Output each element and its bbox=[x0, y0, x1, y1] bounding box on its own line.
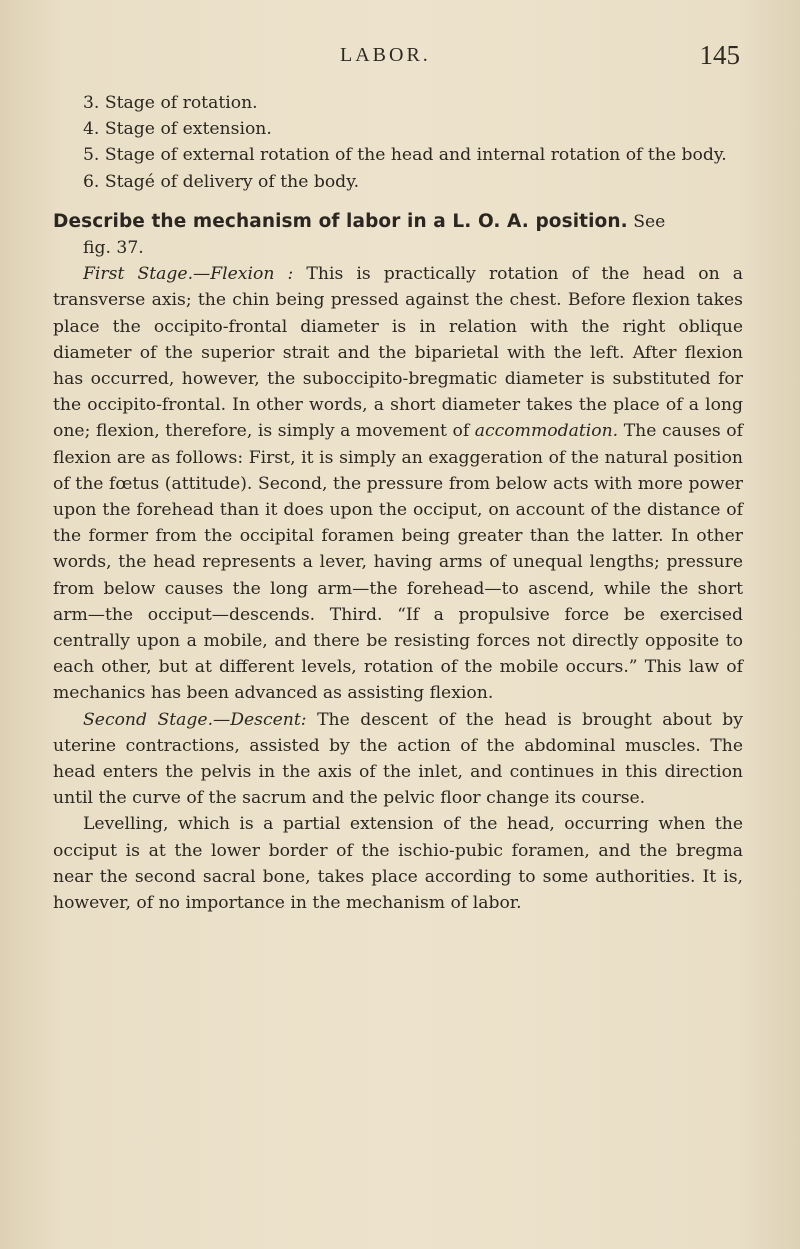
list-item bbox=[53, 169, 743, 195]
list-number: 5. bbox=[83, 145, 100, 166]
levelling-text: Levelling, which is a partial extension of the head, occurring when the occiput is at the lower border of the ischio-pubic foramen, and the bregma near the second sacral bone, takes place according to some authorities. It is, however, of no importance in the mechanism of labor. bbox=[53, 814, 743, 914]
levelling-paragraph bbox=[53, 811, 743, 916]
list-number: 4. bbox=[83, 119, 100, 140]
second-stage-text: The descent of the head is brought about by uterine contractions, assisted by the action of the abdominal muscles. The head enters the pelvis in the axis of the inlet, and continues in this direction until the curve of the sacrum and the pelvic floor change its course. bbox=[53, 709, 744, 809]
question-heading bbox=[53, 209, 743, 261]
list-item bbox=[53, 90, 743, 116]
second-stage-paragraph bbox=[53, 707, 743, 812]
running-head bbox=[40, 40, 740, 74]
list-item bbox=[53, 142, 743, 168]
list-text: Stage of rotation. bbox=[104, 93, 258, 113]
second-stage-label: Second Stage.—Descent: bbox=[83, 709, 307, 730]
list-text: Stagé of delivery of the body. bbox=[104, 171, 360, 192]
see-word: See bbox=[633, 211, 666, 232]
list-number: 6. bbox=[83, 171, 100, 192]
list-number: 3. bbox=[83, 93, 100, 113]
first-stage-italic-term: accommodation. bbox=[474, 421, 619, 442]
list-text: Stage of extension. bbox=[104, 119, 272, 140]
first-stage-paragraph bbox=[53, 261, 743, 706]
first-stage-text-b: The causes of flexion are as follows: First, it is simply an exaggeration of the natural position of the fœtus (attitude). Second, the pressure from below acts with more power upon the forehead than it does upon the occiput, on account of the distance of the former from the occipital foramen being greater than the latter. In other words, the head represents a lever, having arms of unequal lengths; pressure from below causes the long arm—the forehead—to ascend, while the short arm—the occiput—descends. Third. “If a propulsive force be exercised centrally upon a mobile, and there be resisting forces not directly opposite to each other, but at different levels, rotation of the mobile occurs.” This law of mechanics has been advanced as assisting flexion. bbox=[53, 421, 744, 704]
body-text bbox=[53, 90, 743, 916]
list-item bbox=[53, 116, 743, 142]
first-stage-label: First Stage.—Flexion : bbox=[83, 264, 294, 285]
running-title: LABOR. bbox=[340, 44, 431, 66]
first-stage-text-a: This is practically rotation of the head on a transverse axis; the chin being pressed against the chest. Before flexion takes place the occipito-frontal diameter is in relation with the right oblique diameter of the superior strait and the biparietal with the left. After flexion has occurred, however, the suboccipito-bregmatic diameter is substituted for the occipito-frontal. In other words, a short diameter takes the place of a long one; flexion, therefore, is simply a movement of bbox=[53, 264, 743, 442]
list-text: Stage of external rotation of the head and internal rotation of the body. bbox=[104, 145, 727, 166]
question-bold: Describe the mechanism of labor in a L. O. A. position. bbox=[53, 210, 628, 232]
page-number: 145 bbox=[699, 40, 740, 70]
figure-reference: fig. 37. bbox=[83, 238, 144, 259]
